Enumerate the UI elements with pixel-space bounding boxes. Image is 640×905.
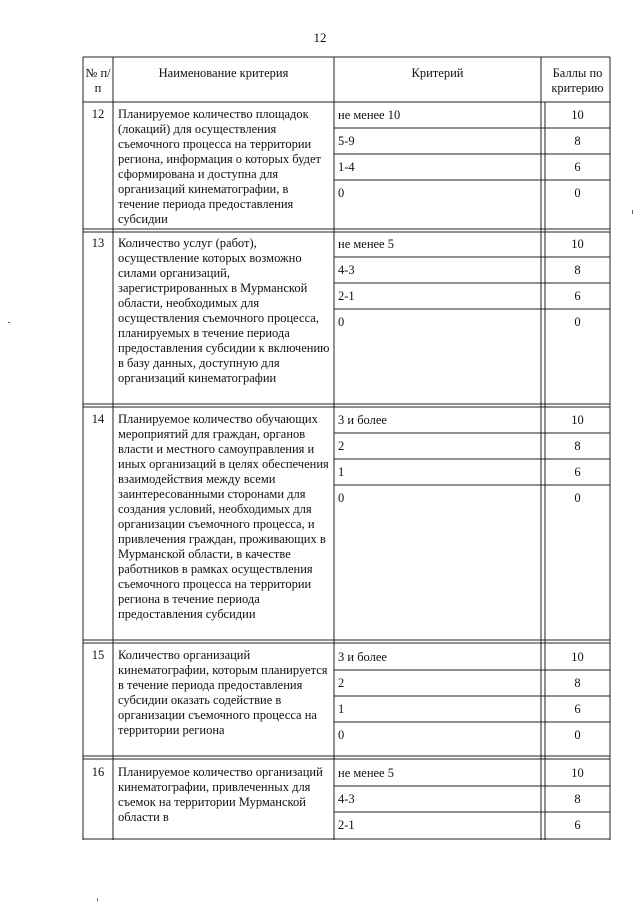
criterion-name: Планируемое количество обучающих мероприятий для граждан, органов власти и местного самоуправления и иных организаций в целях обеспечения взаимодействия между всеми заинтересованными сторонами для создания условий, необходимых для организации съемочного процесса, и привлечения граждан, проживающих в Мурманской области, в качестве работников в рамках осуществления съемочного процесса на территории региона в течение периода предоставления субсидии [118, 412, 329, 621]
points-value: 8 [574, 134, 581, 148]
points-value: 8 [574, 676, 581, 690]
criterion-name: Планируемое количество организаций кинематографии, привлеченных для съемок на территории Мурманской области в [118, 765, 323, 824]
row-number: 13 [91, 236, 105, 250]
criterion-value: 0 [338, 315, 345, 329]
criterion-value: 0 [338, 728, 345, 742]
points-value: 10 [571, 108, 584, 122]
row-number: 15 [91, 648, 105, 662]
criterion-value: 0 [338, 186, 345, 200]
points-value: 8 [574, 263, 581, 277]
criterion-value: 3 и более [338, 413, 387, 427]
criterion-name: Количество услуг (работ), осуществление которых возможно силами организаций, зарегистрированных в Мурманской области, необходимых для осуществления съемочного процесса, планируемых в течение периода предоставления субсидии к включению в базу данных, доступную для организаций кинематографии [118, 236, 330, 385]
criterion-value: не менее 10 [338, 108, 401, 122]
criterion-value: 3 и более [338, 650, 387, 664]
criterion-value: 4-3 [338, 792, 355, 806]
points-value: 0 [574, 315, 581, 329]
points-value: 6 [574, 818, 581, 832]
criterion-value: не менее 5 [338, 237, 394, 251]
criterion-value: 0 [338, 491, 345, 505]
header-criterion: Критерий [411, 66, 464, 80]
criterion-value: не менее 5 [338, 766, 394, 780]
row-number: 12 [91, 107, 105, 121]
header-points: Баллы по критерию [551, 66, 604, 95]
points-value: 8 [574, 792, 581, 806]
points-value: 6 [574, 160, 581, 174]
header-criterion-name: Наименование критерия [158, 66, 289, 80]
points-value: 10 [571, 237, 584, 251]
points-value: 10 [571, 766, 584, 780]
points-value: 6 [574, 702, 581, 716]
criterion-value: 1 [338, 465, 345, 479]
criterion-value: 5-9 [338, 134, 355, 148]
page-number: 12 [313, 30, 327, 45]
criterion-value: 2-1 [338, 818, 355, 832]
criterion-value: 2 [338, 676, 345, 690]
points-value: 0 [574, 728, 581, 742]
criterion-name: Планируемое количество площадок (локаций) для осуществления съемочного процесса на территории региона, информация о которых будет сформирована и доступна для организаций кинематографии, в течение периода предоставления субсидии [118, 107, 321, 226]
points-value: 0 [574, 186, 581, 200]
row-number: 16 [91, 765, 105, 779]
points-value: 6 [574, 289, 581, 303]
criterion-name: Количество организаций кинематографии, которым планируется в течение периода предоставления субсидии оказать содействие в организации съемочного процесса на территории региона [118, 648, 328, 737]
criterion-value: 2 [338, 439, 345, 453]
criterion-value: 4-3 [338, 263, 355, 277]
header-number: № п/п [85, 66, 111, 95]
scan-speck [632, 210, 633, 214]
points-value: 10 [571, 413, 584, 427]
points-value: 10 [571, 650, 584, 664]
criterion-value: 2-1 [338, 289, 355, 303]
scan-speck [8, 322, 10, 323]
row-number: 14 [91, 412, 105, 426]
criterion-value: 1 [338, 702, 345, 716]
points-value: 0 [574, 491, 581, 505]
scan-speck [97, 898, 98, 901]
points-value: 6 [574, 465, 581, 479]
criterion-value: 1-4 [338, 160, 355, 174]
points-value: 8 [574, 439, 581, 453]
